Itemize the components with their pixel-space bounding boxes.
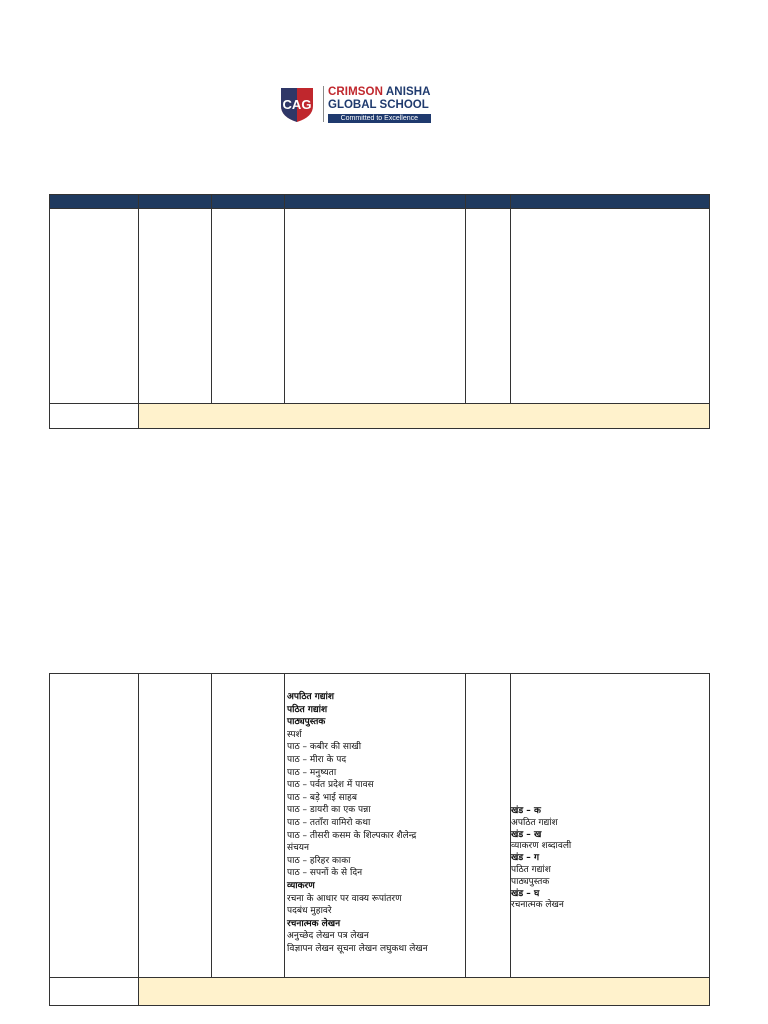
syllabus-line: स्पर्श xyxy=(287,729,302,740)
column-divider xyxy=(211,195,212,404)
syllabus-line: पाठ – तताँरा वामिरो कथा xyxy=(287,817,371,828)
header-divider xyxy=(50,208,709,209)
column-divider xyxy=(211,674,212,978)
syllabus-line: पाठ – डायरी का एक पन्ना xyxy=(287,805,371,816)
syllabus-line: व्याकरण xyxy=(287,880,315,891)
column-divider xyxy=(284,674,285,978)
logo-monogram: CAG xyxy=(282,97,312,112)
syllabus-line: पाठ – पर्वत प्रदेश में पावस xyxy=(287,780,374,791)
syllabus-line: पाठ – तीसरी कसम के शिल्पकार शैलेन्द्र xyxy=(287,830,417,841)
table-header-bar xyxy=(50,195,709,208)
logo-tagline: Committed to Excellence xyxy=(328,114,431,123)
syllabus-line: पदबंध मुहावरे xyxy=(287,906,332,917)
logo-divider xyxy=(323,86,324,122)
logo-name-line2: GLOBAL SCHOOL xyxy=(328,98,429,111)
logo-name-part1: CRIMSON xyxy=(328,85,384,98)
column-divider xyxy=(284,195,285,404)
school-logo xyxy=(277,82,457,126)
section-line: रचनात्मक लेखन xyxy=(511,900,564,911)
syllabus-line: अपठित गद्यांश xyxy=(287,692,334,702)
syllabus-table-top xyxy=(49,194,710,429)
section-line: खंड – ग xyxy=(511,853,540,864)
section-line: पठित गद्यांश xyxy=(511,864,551,875)
column-divider xyxy=(510,195,511,404)
highlight-row xyxy=(139,978,709,1005)
syllabus-line: रचनात्मक लेखन xyxy=(287,918,341,929)
column-divider xyxy=(138,195,139,404)
syllabus-line: रचना के आधार पर वाक्य रूपांतरण xyxy=(287,893,402,904)
syllabus-line: अनुच्छेद लेखन पत्र लेखन xyxy=(287,931,369,942)
exam-sections-cell xyxy=(511,806,707,912)
syllabus-line: विज्ञापन लेखन सूचना लेखन लघुकथा लेखन xyxy=(287,943,428,954)
syllabus-table-bottom xyxy=(49,673,710,1006)
logo-text xyxy=(328,86,431,123)
section-line: अपठित गद्यांश xyxy=(511,817,558,828)
syllabus-line: पाठ – हरिहर काका xyxy=(287,855,351,866)
section-line: पाठ्यपुस्तक xyxy=(511,876,550,887)
highlight-row xyxy=(139,404,709,428)
syllabus-line: पाठ – बड़े भाई साहब xyxy=(287,792,357,803)
syllabus-line: पाठ – सपनों के से दिन xyxy=(287,868,363,879)
syllabus-line: पाठ – मनुष्यता xyxy=(287,767,337,778)
syllabus-line: पाठ – मीरा के पद xyxy=(287,754,347,765)
column-divider xyxy=(465,195,466,404)
section-line: खंड – ख xyxy=(511,829,542,840)
syllabus-content-cell xyxy=(287,691,465,955)
syllabus-line: पठित गद्यांश xyxy=(287,704,328,715)
syllabus-line: पाठ्यपुस्तक xyxy=(287,717,326,728)
shield-icon xyxy=(277,84,317,124)
syllabus-line: संचयन xyxy=(287,843,310,854)
column-divider xyxy=(138,674,139,978)
syllabus-line: पाठ – कबीर की साखी xyxy=(287,742,362,753)
section-line: खंड – क xyxy=(511,806,541,816)
section-line: खंड – घ xyxy=(511,888,540,899)
logo-name-part2: ANISHA xyxy=(385,85,431,98)
section-line: व्याकरण शब्दावली xyxy=(511,841,572,852)
column-divider xyxy=(465,674,466,978)
